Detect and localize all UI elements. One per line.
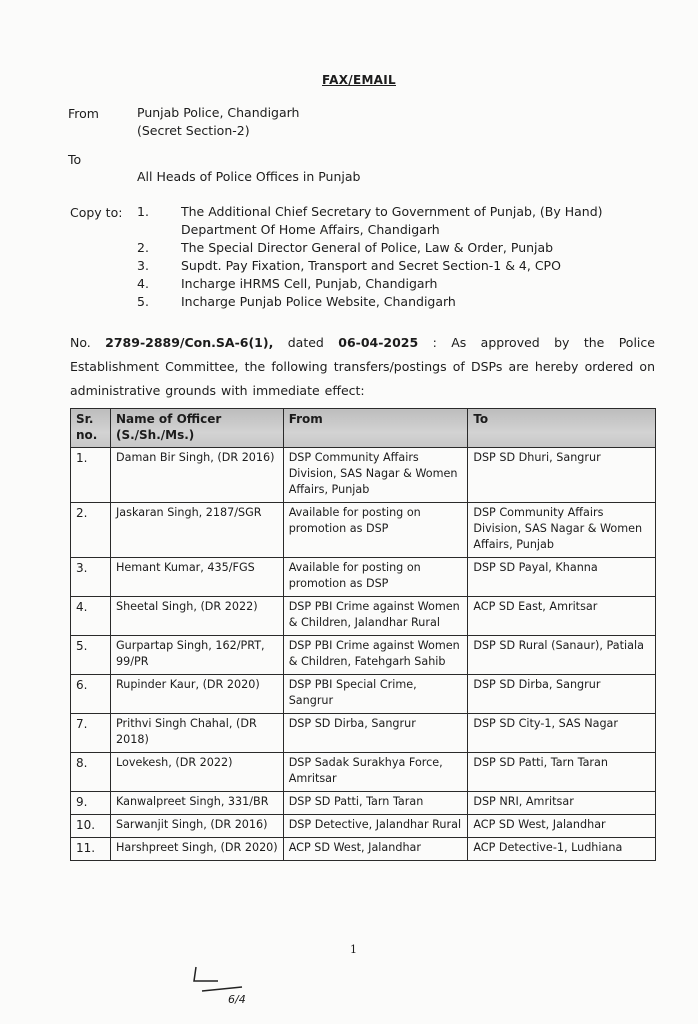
cell-to: ACP Detective-1, Ludhiana: [468, 838, 656, 861]
order-dated-label: dated: [287, 335, 324, 350]
cell-to: DSP SD Dirba, Sangrur: [468, 675, 656, 714]
copy-item-text: The Special Director General of Police, Law & Order, Punjab: [181, 240, 554, 255]
order-number: 2789-2889/Con.SA-6(1),: [105, 335, 274, 350]
cell-officer-name: Jaskaran Singh, 2187/SGR: [110, 503, 283, 558]
cell-officer-name: Sarwanjit Singh, (DR 2016): [110, 815, 283, 838]
table-row: [71, 597, 656, 636]
to-recipient: All Heads of Police Offices in Punjab: [137, 169, 361, 184]
copy-list: [137, 203, 661, 311]
cell-from: Available for posting on promotion as DSP: [283, 503, 468, 558]
from-label: From: [68, 106, 99, 121]
cell-officer-name: Sheetal Singh, (DR 2022): [110, 597, 283, 636]
copy-item-number: 1.: [137, 204, 149, 219]
copy-item-number: 3.: [137, 258, 149, 273]
cell-from: DSP SD Dirba, Sangrur: [283, 714, 468, 753]
copy-item-text: Supdt. Pay Fixation, Transport and Secret Section-1 & 4, CPO: [181, 258, 561, 273]
table-row: [71, 753, 656, 792]
cell-to: DSP SD Payal, Khanna: [468, 558, 656, 597]
cell-sr-no: 1.: [71, 448, 111, 503]
cell-sr-no: 2.: [71, 503, 111, 558]
cell-officer-name: Daman Bir Singh, (DR 2016): [110, 448, 283, 503]
to-label: To: [68, 152, 82, 167]
cell-to: DSP SD Rural (Sanaur), Patiala: [468, 636, 656, 675]
order-date: 06-04-2025: [338, 335, 419, 350]
cell-officer-name: Gurpartap Singh, 162/PRT, 99/PR: [110, 636, 283, 675]
cell-sr-no: 6.: [71, 675, 111, 714]
copy-item-line: The Additional Chief Secretary to Government of Punjab, (By Hand): [181, 204, 603, 219]
signature: [188, 963, 268, 1017]
cell-to: DSP SD Patti, Tarn Taran: [468, 753, 656, 792]
cell-sr-no: 5.: [71, 636, 111, 675]
order-body: : As approved by the Police Establishment Committee, the following transfers/postings of DSPs are hereby ordered on administrative grounds with immediate effect:: [70, 335, 655, 398]
copy-item-number: 5.: [137, 294, 149, 309]
cell-from: DSP Detective, Jalandhar Rural: [283, 815, 468, 838]
cell-officer-name: Rupinder Kaur, (DR 2020): [110, 675, 283, 714]
cell-from: DSP PBI Crime against Women & Children, Fatehgarh Sahib: [283, 636, 468, 675]
copy-item-text: Incharge Punjab Police Website, Chandigarh: [181, 294, 456, 309]
cell-from: ACP SD West, Jalandhar: [283, 838, 468, 861]
copy-item: [137, 203, 661, 239]
header-sr-no: Sr. no.: [71, 409, 111, 448]
cell-to: ACP SD East, Amritsar: [468, 597, 656, 636]
cell-sr-no: 8.: [71, 753, 111, 792]
cell-sr-no: 7.: [71, 714, 111, 753]
cell-to: ACP SD West, Jalandhar: [468, 815, 656, 838]
cell-from: DSP PBI Special Crime, Sangrur: [283, 675, 468, 714]
cell-officer-name: Prithvi Singh Chahal, (DR 2018): [110, 714, 283, 753]
document-title: FAX/EMAIL: [322, 73, 396, 87]
table-row: [71, 503, 656, 558]
table-row: [71, 675, 656, 714]
copy-item-number: 2.: [137, 240, 149, 255]
copy-item-line: Department Of Home Affairs, Chandigarh: [181, 222, 440, 237]
order-paragraph: [70, 331, 655, 403]
cell-officer-name: Harshpreet Singh, (DR 2020): [110, 838, 283, 861]
copy-item-text: Incharge iHRMS Cell, Punjab, Chandigarh: [181, 276, 438, 291]
cell-officer-name: Lovekesh, (DR 2022): [110, 753, 283, 792]
header-from: From: [283, 409, 468, 448]
cell-to: DSP SD Dhuri, Sangrur: [468, 448, 656, 503]
copy-item: [137, 293, 661, 311]
signature-date: 6/4: [228, 993, 246, 1006]
from-line-2: (Secret Section-2): [137, 123, 250, 138]
copy-to-label: Copy to:: [70, 205, 123, 220]
copy-item-text: [181, 203, 661, 239]
copy-item: [137, 275, 661, 293]
cell-from: DSP Sadak Surakhya Force, Amritsar: [283, 753, 468, 792]
cell-from: DSP SD Patti, Tarn Taran: [283, 792, 468, 815]
table-row: [71, 838, 656, 861]
from-block: [137, 104, 299, 140]
cell-to: DSP SD City-1, SAS Nagar: [468, 714, 656, 753]
table-row: [71, 636, 656, 675]
order-no-prefix: No.: [70, 335, 91, 350]
cell-to: DSP NRI, Amritsar: [468, 792, 656, 815]
table-row: [71, 558, 656, 597]
header-officer-name: Name of Officer (S./Sh./Ms.): [110, 409, 283, 448]
table-row: [71, 815, 656, 838]
cell-from: Available for posting on promotion as DSP: [283, 558, 468, 597]
cell-sr-no: 10.: [71, 815, 111, 838]
cell-sr-no: 11.: [71, 838, 111, 861]
cell-to: DSP Community Affairs Division, SAS Nagar & Women Affairs, Punjab: [468, 503, 656, 558]
from-line-1: Punjab Police, Chandigarh: [137, 105, 300, 120]
copy-item: [137, 257, 661, 275]
table-row: [71, 714, 656, 753]
cell-officer-name: Hemant Kumar, 435/FGS: [110, 558, 283, 597]
copy-item-number: 4.: [137, 276, 149, 291]
header-to: To: [468, 409, 656, 448]
page-number: 1: [350, 943, 357, 956]
cell-from: DSP PBI Crime against Women & Children, Jalandhar Rural: [283, 597, 468, 636]
cell-sr-no: 3.: [71, 558, 111, 597]
cell-officer-name: Kanwalpreet Singh, 331/BR: [110, 792, 283, 815]
cell-from: DSP Community Affairs Division, SAS Nagar & Women Affairs, Punjab: [283, 448, 468, 503]
table-row: [71, 792, 656, 815]
table-body: [71, 448, 656, 861]
transfers-table: [70, 408, 656, 861]
table-header-row: [71, 409, 656, 448]
cell-sr-no: 9.: [71, 792, 111, 815]
cell-sr-no: 4.: [71, 597, 111, 636]
copy-item: [137, 239, 661, 257]
table-row: [71, 448, 656, 503]
